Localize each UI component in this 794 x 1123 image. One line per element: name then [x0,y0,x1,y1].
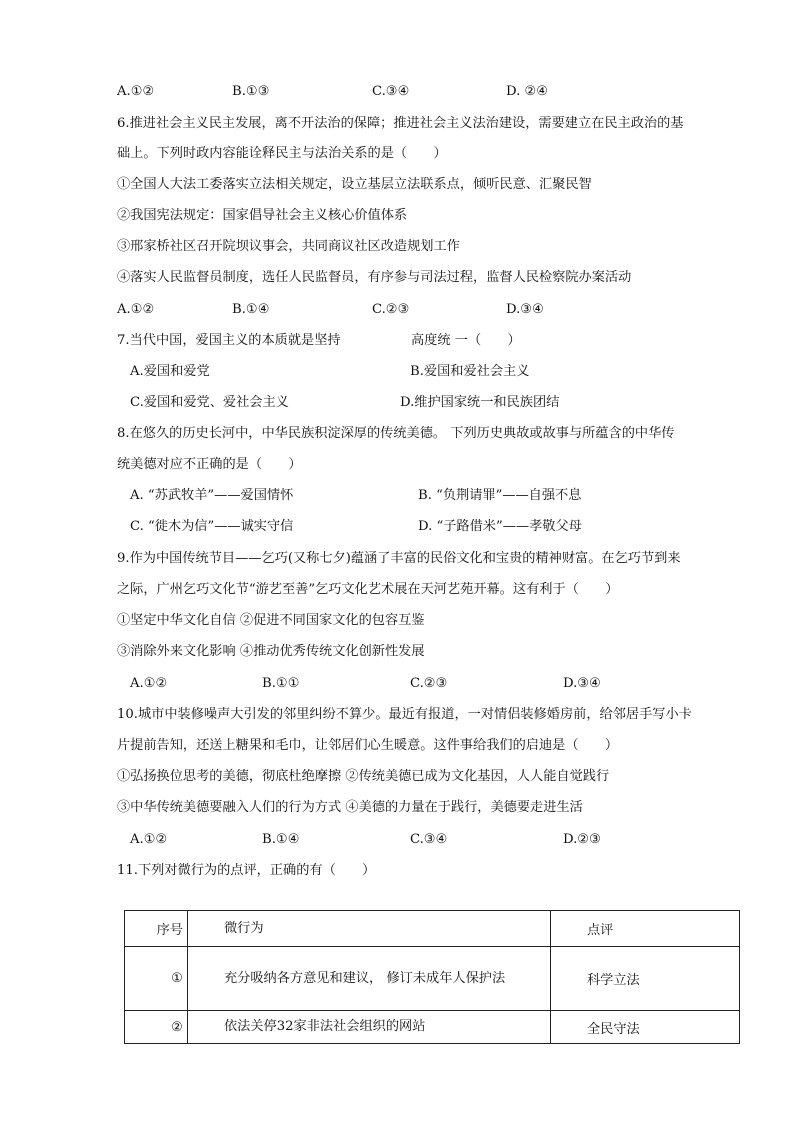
row-number: ② [125,1011,188,1044]
q5-option-b: B.①③ [232,84,270,99]
header-action: 微行为 [188,911,551,947]
row-number: ① [125,947,188,1011]
row-comment: 科学立法 [551,947,740,1011]
header-number: 序号 [125,911,188,947]
q9-statement-1: ①坚定中华文化自信 ②促进不同国家文化的包容互鉴 [117,613,425,628]
q10-stem-line1: 10.城市中装修噪声大引发的邻里纠纷不算少。最近有报道，一对情侣装修婚房前，给邻居手写小卡 [117,707,692,722]
q9-option-b: B.①① [262,676,300,691]
table-header-row [125,911,740,947]
row-action: 充分吸纳各方意见和建议， 修订未成年人保护法 [188,947,551,1011]
q6-statement-4: ④落实人民监督员制度，选任人民监督员，有序参与司法过程，监督人民检察院办案活动 [117,270,632,285]
q9-option-c: C.②③ [410,676,448,691]
q10-option-a: A.①② [130,832,168,847]
q6-option-b: B.①④ [232,302,270,317]
q9-stem-line2: 之际，广州乞巧文化节“游艺至善”乞巧文化艺术展在天河艺苑开幕。这有利于（ ） [117,582,619,597]
q6-statement-3: ③邢家桥社区召开院坝议事会，共同商议社区改造规划工作 [117,239,460,254]
row-action: 依法关停32家非法社会组织的网站 [188,1011,551,1044]
q6-statement-1: ①全国人大法工委落实立法相关规定，设立基层立法联系点，倾听民意、汇聚民智 [117,177,592,192]
header-comment: 点评 [551,911,740,947]
q8-option-a: A. “苏武牧羊”——爱国情怀 [130,488,294,503]
q9-stem-line1: 9.作为中国传统节目——乞巧(又称七夕)蕴涵了丰富的民俗文化和宝贵的精神财富。在乞巧节到来 [117,551,681,566]
q7-stem-a: 7.当代中国，爱国主义的本质就是坚持 [117,333,341,348]
evaluation-table [124,910,740,1044]
q7-stem-b: 高度统 一（ ） [411,333,521,348]
q8-stem-line1: 8.在悠久的历史长河中，中华民族积淀深厚的传统美德。 下列历史典故或故事与所蕴含的中华传 [117,426,675,441]
q6-stem-line2: 础上。下列时政内容能诠释民主与法治关系的是（ ） [117,146,447,161]
q6-option-a: A.①② [117,302,155,317]
q7-option-d: D.维护国家统一和民族团结 [400,395,560,410]
q5-option-d: D. ②④ [506,84,549,99]
q10-statement-2: ③中华传统美德要融入人们的行为方式 ④美德的力量在于践行，美德要走进生活 [117,800,583,815]
table-row [125,947,740,1011]
q10-option-c: C.③④ [410,832,448,847]
q6-option-d: D.③④ [506,302,544,317]
q6-stem-line1: 6.推进社会主义民主发展，离不开法治的保障；推进社会主义法治建设，需要建立在民主政治的基 [117,116,684,131]
table-row [125,1011,740,1044]
q9-option-a: A.①② [130,676,168,691]
q10-statement-1: ①弘扬换位思考的美德，彻底杜绝摩擦 ②传统美德已成为文化基因，人人能自觉践行 [117,769,610,784]
q8-option-d: D. “子路借米”——孝敬父母 [418,519,582,534]
q5-option-a: A.①② [117,84,155,99]
q8-option-b: B. “负荆请罪”——自强不息 [418,488,582,503]
q7-option-a: A.爱国和爱党 [130,364,210,379]
q9-option-d: D.③④ [563,676,601,691]
row-comment: 全民守法 [551,1011,740,1044]
q8-option-c: C. “徙木为信”——诚实守信 [130,519,294,534]
q10-option-d: D.②③ [563,832,601,847]
q10-stem-line2: 片提前告知，还送上糖果和毛巾，让邻居们心生暖意。这件事给我们的启迪是（ ） [117,738,619,753]
q7-option-b: B.爱国和爱社会主义 [410,364,530,379]
q7-option-c: C.爱国和爱党、爱社会主义 [130,395,289,410]
q6-statement-2: ②我国宪法规定：国家倡导社会主义核心价值体系 [117,208,408,223]
q5-option-c: C.③④ [372,84,410,99]
q10-option-b: B.①④ [262,832,300,847]
q8-stem-line2: 统美德对应不正确的是（ ） [117,457,302,472]
q6-option-c: C.②③ [372,302,410,317]
q11-stem: 11.下列对微行为的点评，正确的有（ ） [117,863,376,878]
q9-statement-2: ③消除外来文化影响 ④推动优秀传统文化创新性发展 [117,644,425,659]
